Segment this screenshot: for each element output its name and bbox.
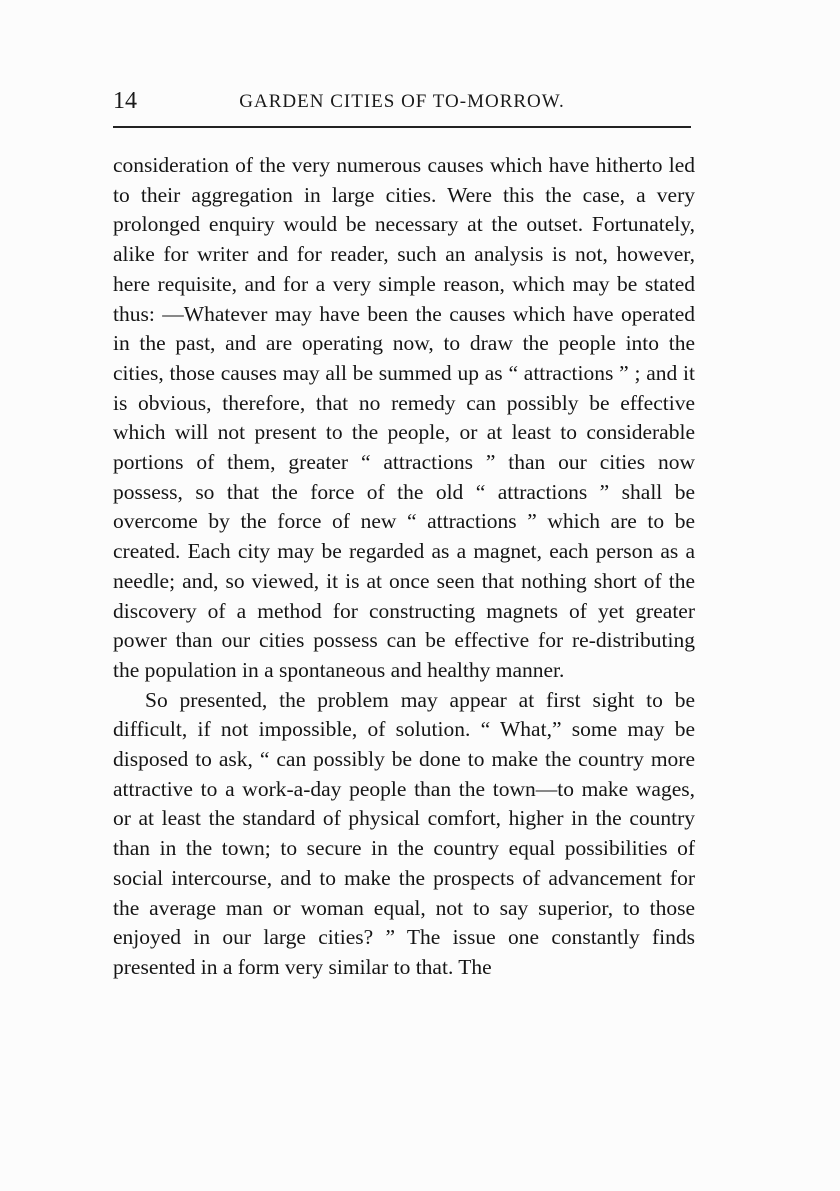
body-text <box>113 151 695 983</box>
running-title: GARDEN CITIES OF TO-MORROW. <box>239 91 565 112</box>
paragraph-2: So presented, the problem may appear at first sight to be difficult, if not impossible, of solution. “ What,” some may be disposed to ask, “ can possibly be done to make the country more attractive to a work-a-day people than the town—to make wages, or at least the standard of physical comfort, higher in the country than in the town; to secure in the country equal possibilities of social intercourse, and to make the prospects of advancement for the average man or woman equal, not to say superior, to those enjoyed in our large cities? ” The issue one constantly finds presented in a form very similar to that. The <box>113 687 695 979</box>
page-number: 14 <box>113 88 137 114</box>
page-header <box>113 88 691 122</box>
header-rule <box>113 126 691 128</box>
paragraph-1: consideration of the very numerous causes which have hitherto led to their aggregation in large cities. Were this the case, a very prolonged enquiry would be necessary at the outset. Fortunately, alike for writer and for reader, such an analysis is not, however, here requisite, and for a very simple reason, which may be stated thus: —Whatever may have been the causes which have operated in the past, and are operating now, to draw the people into the cities, those causes may all be summed up as “ attractions ” ; and it is obvious, therefore, that no remedy can possibly be effective which will not present to the people, or at least to considerable portions of them, greater “ attractions ” than our cities now possess, so that the force of the old “ attractions ” shall be overcome by the force of new “ attractions ” which are to be created. Each city may be regarded as a magnet, each person as a needle; and, so viewed, it is at once seen that nothing short of the discovery of a method for constructing magnets of yet greater power than our cities possess can be effective for re-distributing the population in a spontaneous and healthy manner. <box>113 153 695 682</box>
